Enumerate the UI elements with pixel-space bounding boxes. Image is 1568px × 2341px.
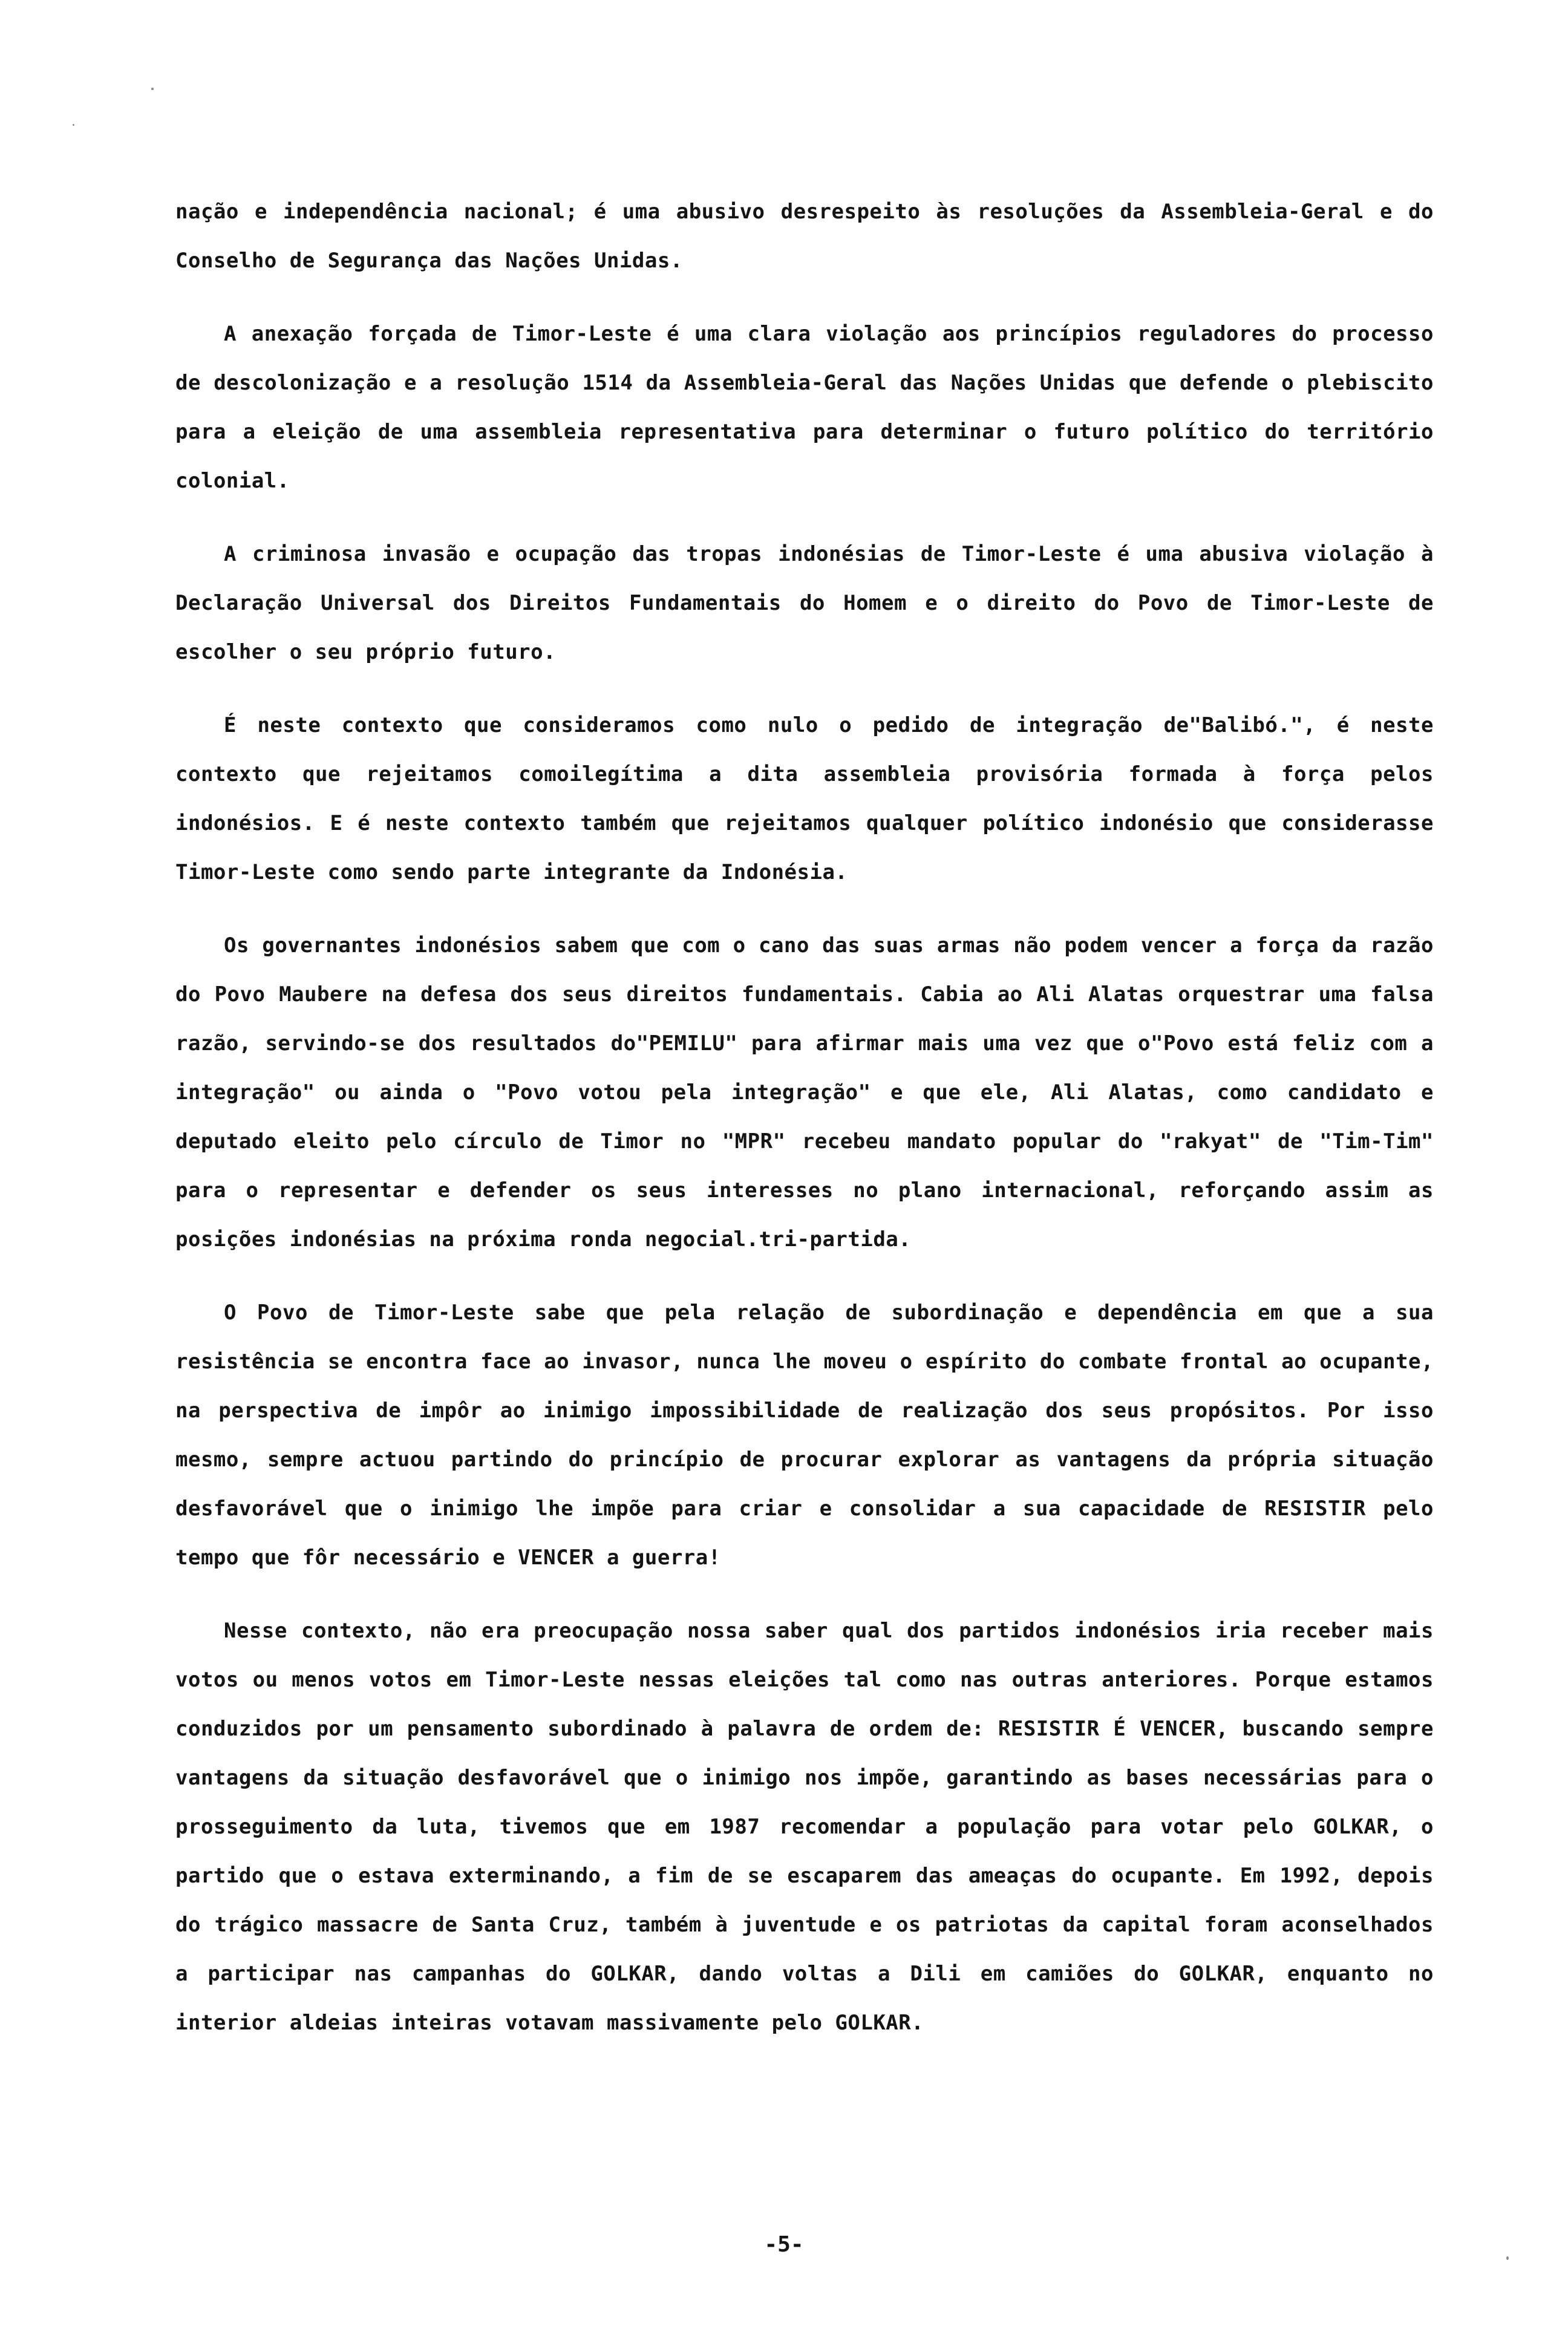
paragraph-4: É neste contexto que consideramos como nulo o pedido de integração de"Balibó.", é neste contexto que rejeitamos comoilegítima a dita assembleia provisória formada à força pelos indonésios. E é neste contexto também que rejeitamos qualquer político indonésio que considerasse Timor-Leste como sendo parte integrante da Indonésia. bbox=[175, 713, 1434, 884]
paragraph-3: A criminosa invasão e ocupação das tropas indonésias de Timor-Leste é uma abusiva violação à Declaração Universal dos Direitos Fundamentais do Homem e o direito do Povo de Timor-Leste de escolher o seu próprio futuro. bbox=[175, 542, 1434, 664]
paragraph-1: nação e independência nacional; é uma abusivo desrespeito às resoluções da Assembleia-Geral e do Conselho de Segurança das Nações Unidas. bbox=[175, 200, 1434, 273]
paragraph-7: Nesse contexto, não era preocupação nossa saber qual dos partidos indonésios iria receber mais votos ou menos votos em Timor-Leste nessas eleições tal como nas outras anteriores. Porque estamos conduzidos por um pensamento subordinado à palavra de ordem de: RESISTIR É VENCER, buscando sempre vantagens da situação desfavorável que o inimigo nos impõe, garantindo as bases necessárias para o prosseguimento da luta, tivemos que em 1987 recomendar a população para votar pelo GOLKAR, o partido que o estava exterminando, a fim de se escaparem das ameaças do ocupante. Em 1992, depois do trágico massacre de Santa Cruz, também à juventude e os patriotas da capital foram aconselhados a participar nas campanhas do GOLKAR, dando voltas a Dili em camiões do GOLKAR, enquanto no interior aldeias inteiras votavam massivamente pelo GOLKAR. bbox=[175, 1619, 1434, 2035]
paragraph-6: O Povo de Timor-Leste sabe que pela relação de subordinação e dependência em que a sua resistência se encontra face ao invasor, nunca lhe moveu o espírito do combate frontal ao ocupante, na perspectiva de impôr ao inimigo impossibilidade de realização dos seus propósitos. Por isso mesmo, sempre actuou partindo do princípio de procurar explorar as vantagens da própria situação desfavorável que o inimigo lhe impõe para criar e consolidar a sua capacidade de RESISTIR pelo tempo que fôr necessário e VENCER a guerra! bbox=[175, 1301, 1434, 1570]
scan-speck bbox=[1506, 2256, 1509, 2260]
paragraph-2: A anexação forçada de Timor-Leste é uma clara violação aos princípios reguladores do processo de descolonização e a resolução 1514 da Assembleia-Geral das Nações Unidas que defende o plebiscito para a eleição de uma assembleia representativa para determinar o futuro político do território colonial. bbox=[175, 322, 1434, 493]
document-body bbox=[175, 188, 1434, 2072]
scan-speck bbox=[73, 124, 74, 126]
scan-speck bbox=[151, 88, 154, 90]
page-number: -5- bbox=[764, 2232, 804, 2257]
paragraph-5: Os governantes indonésios sabem que com o cano das suas armas não podem vencer a força da razão do Povo Maubere na defesa dos seus direitos fundamentais. Cabia ao Ali Alatas orquestrar uma falsa razão, servindo-se dos resultados do"PEMILU" para afirmar mais uma vez que o"Povo está feliz com a integração" ou ainda o "Povo votou pela integração" e que ele, Ali Alatas, como candidato e deputado eleito pelo círculo de Timor no "MPR" recebeu mandato popular do "rakyat" de "Tim-Tim" para o representar e defender os seus interesses no plano internacional, reforçando assim as posições indonésias na próxima ronda negocial.tri-partida. bbox=[175, 933, 1434, 1252]
